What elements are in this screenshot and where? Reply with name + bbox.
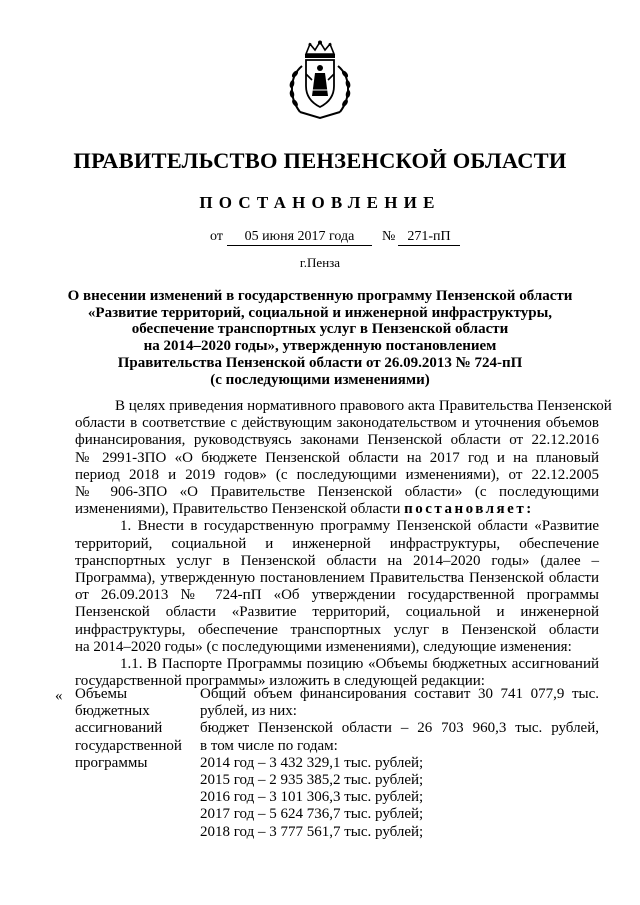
cell-line: в том числе по годам: (200, 737, 338, 754)
paragraph-line: инфраструктуры, обеспечение транспортных услуг в Пензенской области (75, 621, 599, 638)
date-prefix: от (210, 229, 223, 244)
paragraph-line: Пензенской области «Развитие территорий, социальной и инженерной (75, 604, 599, 621)
subject-line: обеспечение транспортных услуг в Пензенской области (131, 321, 509, 338)
paragraph-line: государственной программы» изложить в следующей редакции: (75, 673, 485, 690)
subject-line: О внесении изменений в государственную программу Пензенской области (67, 288, 573, 304)
date-number-line (200, 229, 480, 249)
subject-line: Правительства Пензенской области от 26.09.2013 № 724-пП (117, 354, 523, 371)
document-date: 05 июня 2017 года (227, 229, 372, 246)
resolves-word: постановляет: (404, 501, 534, 518)
table-right-cell (200, 686, 599, 841)
subject-line: на 2014–2020 годы», утвержденную постановлением (143, 338, 497, 355)
paragraph-line: 1.1. В Паспорте Программы позицию «Объемы бюджетных ассигнований (120, 656, 599, 672)
government-title: ПРАВИТЕЛЬСТВО ПЕНЗЕНСКОЙ ОБЛАСТИ (73, 148, 567, 173)
paragraph-line: от 26.09.2013 № 724-пП «Об утверждении государственной программы (75, 587, 599, 604)
number-sign: № (382, 229, 396, 244)
paragraph-line: территорий, социальной и инженерной инфраструктуры, обеспечение (75, 535, 599, 552)
cell-line: Общий объем финансирования составит 30 741 077,9 тыс. (200, 686, 599, 702)
paragraph-line: на 2014–2020 годы» (с последующими изменениями), следующие изменения: (75, 638, 572, 655)
cell-line: 2014 год – 3 432 329,1 тыс. рублей; (200, 754, 424, 771)
open-quote-mark: « (55, 688, 63, 704)
cell-line: 2015 год – 2 935 385,2 тыс. рублей; (200, 771, 424, 788)
paragraph-text: изменениями), Правительство Пензенской области (75, 501, 401, 518)
paragraph-line: В целях приведения нормативного правового акта Правительства Пензенской (115, 398, 612, 414)
point-1-paragraph (75, 518, 599, 656)
paragraph-line: № 906-ЗПО «О Правительстве Пензенской области» (с последующими (75, 483, 599, 500)
cell-line: государственной (75, 737, 182, 754)
city: г.Пенза (299, 255, 341, 270)
penza-coat-of-arms-icon (286, 40, 354, 120)
paragraph-line: Программа), утвержденную постановлением Правительства Пензенской области (75, 569, 599, 586)
paragraph-line: период 2018 и 2019 годов» (с последующими изменениями), от 22.12.2005 (75, 466, 599, 483)
cell-line: Объемы (75, 686, 128, 702)
cell-line: бюджетных (75, 703, 150, 720)
subject-line: «Развитие территорий, социальной и инженерной инфраструктуры, (87, 304, 553, 321)
table-left-cell (75, 686, 190, 772)
cell-line: 2016 год – 3 101 306,3 тыс. рублей; (200, 789, 424, 806)
preamble-paragraph (75, 398, 612, 518)
paragraph-line (75, 501, 599, 518)
document-number: 271-пП (398, 229, 460, 246)
paragraph-line: транспортных услуг в Пензенской области на 2014–2020 годы» (далее – (75, 552, 599, 569)
paragraph-line: области в соответствие с действующим законодательством и уточнения объемов (75, 415, 599, 432)
cell-line: программы (75, 754, 148, 771)
cell-line: рублей, из них: (200, 703, 297, 720)
document-subject (60, 288, 580, 388)
cell-line: бюджет Пензенской области – 26 703 960,3 тыс. рублей, (200, 720, 599, 737)
cell-line: ассигнований (75, 720, 163, 737)
cell-line: 2018 год – 3 777 561,7 тыс. рублей; (200, 823, 424, 840)
paragraph-line: финансирования, руководствуясь законами Пензенской области от 22.12.2016 (75, 432, 599, 449)
document-type: ПОСТАНОВЛЕНИЕ (199, 193, 441, 212)
paragraph-line: № 2991-ЗПО «О бюджете Пензенской области на 2017 год и на плановый (75, 449, 599, 466)
paragraph-line: 1. Внести в государственную программу Пензенской области «Развитие (120, 518, 599, 535)
subject-line: (с последующими изменениями) (210, 371, 430, 388)
cell-line: 2017 год – 5 624 736,7 тыс. рублей; (200, 806, 424, 823)
